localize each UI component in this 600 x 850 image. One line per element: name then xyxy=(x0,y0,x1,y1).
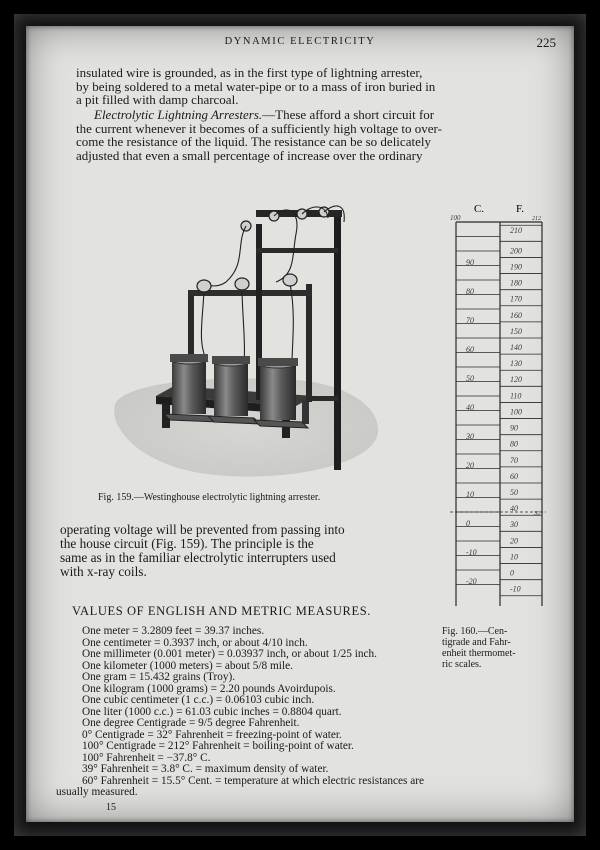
fig159-caption: Fig. 159.—Westinghouse electrolytic lightning arrester. xyxy=(98,492,321,503)
f-label: 70 xyxy=(510,455,518,465)
c-label: -20 xyxy=(466,577,477,586)
thermometer-drawing xyxy=(450,203,546,606)
text-line: the current whenever it becomes of a sufficiently high voltage to over- xyxy=(76,120,442,136)
measure-row: One millimeter (0.001 meter) = 0.03937 inch, or about 1/25 inch. xyxy=(82,648,378,660)
f-label: 160 xyxy=(510,310,522,320)
c-label: 20 xyxy=(466,461,474,470)
text-line: insulated wire is grounded, as in the first type of lightning arrester, xyxy=(76,65,423,80)
f-label: 20 xyxy=(510,536,518,546)
f-scale-header: F. xyxy=(516,203,524,215)
measure-row: usually measured. xyxy=(56,786,138,798)
section-heading-italic: Electrolytic Lightning Arresters. xyxy=(94,107,263,122)
measure-row: 100° Fahrenheit = −37.8° C. xyxy=(82,751,211,764)
text-line: by being soldered to a metal water-pipe or to a mass of iron buried in xyxy=(76,78,436,94)
lightning-arrester-illustration xyxy=(96,174,386,486)
c-label: 50 xyxy=(466,374,474,383)
measure-row: One centimeter = 0.3937 inch, or about 4/10 inch. xyxy=(82,636,308,649)
f-label: 110 xyxy=(510,391,522,401)
electrolytic-paragraph xyxy=(76,108,516,162)
f-label: 80 xyxy=(510,439,518,449)
text-line: a pit filled with damp charcoal. xyxy=(76,92,239,107)
f-label: 90 xyxy=(510,423,518,433)
c-scale-header: C. xyxy=(474,203,485,215)
measures-title: VALUES OF ENGLISH AND METRIC MEASURES. xyxy=(72,604,371,618)
f-label: 180 xyxy=(510,278,522,288)
text-line: operating voltage will be prevented from passing into xyxy=(60,522,345,537)
c-label: 100 xyxy=(450,214,461,222)
running-head: DYNAMIC ELECTRICITY xyxy=(224,36,376,47)
text-line: the house circuit (Fig. 159). The principle is the xyxy=(60,536,314,551)
c-label: 10 xyxy=(466,490,474,499)
f-label: 32 xyxy=(534,510,541,517)
caption-line: enheit thermomet- xyxy=(442,648,516,659)
c-label: 70 xyxy=(466,316,474,325)
text-line xyxy=(76,108,516,122)
c-label: 60 xyxy=(466,345,474,354)
measure-row: One liter (1000 c.c.) = 61.03 cubic inches = 0.8804 quart. xyxy=(82,705,342,718)
continuation-paragraph xyxy=(60,523,384,579)
signature-mark: 15 xyxy=(106,802,116,813)
bench-leg xyxy=(302,400,309,424)
measure-row: One meter = 3.2809 feet = 39.37 inches. xyxy=(82,625,265,637)
f-label: 100 xyxy=(510,407,522,417)
f-label: 60 xyxy=(510,471,518,481)
text-line: adjusted that even a small percentage of increase over the ordinary xyxy=(76,147,423,163)
measure-row: One gram = 15.432 grains (Troy). xyxy=(82,671,236,683)
wires xyxy=(201,206,344,364)
f-label: 30 xyxy=(510,520,518,530)
f-label: 120 xyxy=(510,375,522,385)
caption-line: tigrade and Fahr- xyxy=(442,637,511,648)
c-label: 30 xyxy=(466,432,474,441)
c-label: 40 xyxy=(466,403,474,412)
f-label: 140 xyxy=(510,343,522,352)
measure-row: One degree Centigrade = 9/5 degree Fahrenheit. xyxy=(82,717,300,729)
mid-insulators xyxy=(197,274,297,292)
measure-row: One kilogram (1000 grams) = 2.20 pounds Avoirdupois. xyxy=(82,682,336,695)
text-line: come the resistance of the liquid. The resistance can be so delicately xyxy=(76,134,431,149)
measure-row: One cubic centimeter (1 c.c.) = 0.06103 cubic inch. xyxy=(82,694,315,706)
top-paragraph xyxy=(76,66,516,107)
f-label: 40 xyxy=(510,504,518,514)
f-label: 212 xyxy=(532,216,541,222)
f-label: 0 xyxy=(510,568,514,578)
page-number: 225 xyxy=(536,35,556,50)
electrolytic-jars xyxy=(170,354,298,420)
c-label: 80 xyxy=(466,287,474,296)
measure-row: One kilometer (1000 meters) = about 5/8 mile. xyxy=(82,659,293,672)
f-label: 200 xyxy=(510,246,522,256)
measures-list xyxy=(56,625,532,799)
c-label: -10 xyxy=(466,548,477,557)
measure-row: 0° Centigrade = 32° Fahrenheit = freezing-point of water. xyxy=(82,728,342,741)
measure-row: 100° Centigrade = 212° Fahrenheit = boiling-point of water. xyxy=(82,740,354,752)
frame-crossbar xyxy=(256,248,338,253)
f-label: -10 xyxy=(510,584,521,594)
caption-line: ric scales. xyxy=(442,659,482,670)
f-label: 50 xyxy=(510,488,518,497)
measure-row: 39° Fahrenheit = 3.8° C. = maximum density of water. xyxy=(82,763,329,775)
f-label: 150 xyxy=(510,326,522,336)
book-page xyxy=(26,26,574,822)
f-label: 190 xyxy=(510,262,522,272)
text-fragment: —These afford a short circuit for xyxy=(262,107,435,122)
f-label: 130 xyxy=(510,359,522,369)
f-label: 210 xyxy=(510,226,522,236)
frame-brace xyxy=(306,396,338,401)
c-label: 0 xyxy=(466,519,470,528)
f-label: 170 xyxy=(510,294,522,304)
thermometer-scales xyxy=(416,176,556,626)
f-label: 10 xyxy=(510,552,518,562)
caption-line: Fig. 160.—Cen- xyxy=(442,626,508,637)
c-label: 90 xyxy=(466,258,474,267)
text-line: same as in the familiar electrolytic interrupters used xyxy=(60,550,336,565)
measure-row: 60° Fahrenheit = 15.5° Cent. = temperature at which electric resistances are xyxy=(82,774,425,787)
frame-post xyxy=(306,284,312,402)
text-line: with x-ray coils. xyxy=(60,564,147,579)
